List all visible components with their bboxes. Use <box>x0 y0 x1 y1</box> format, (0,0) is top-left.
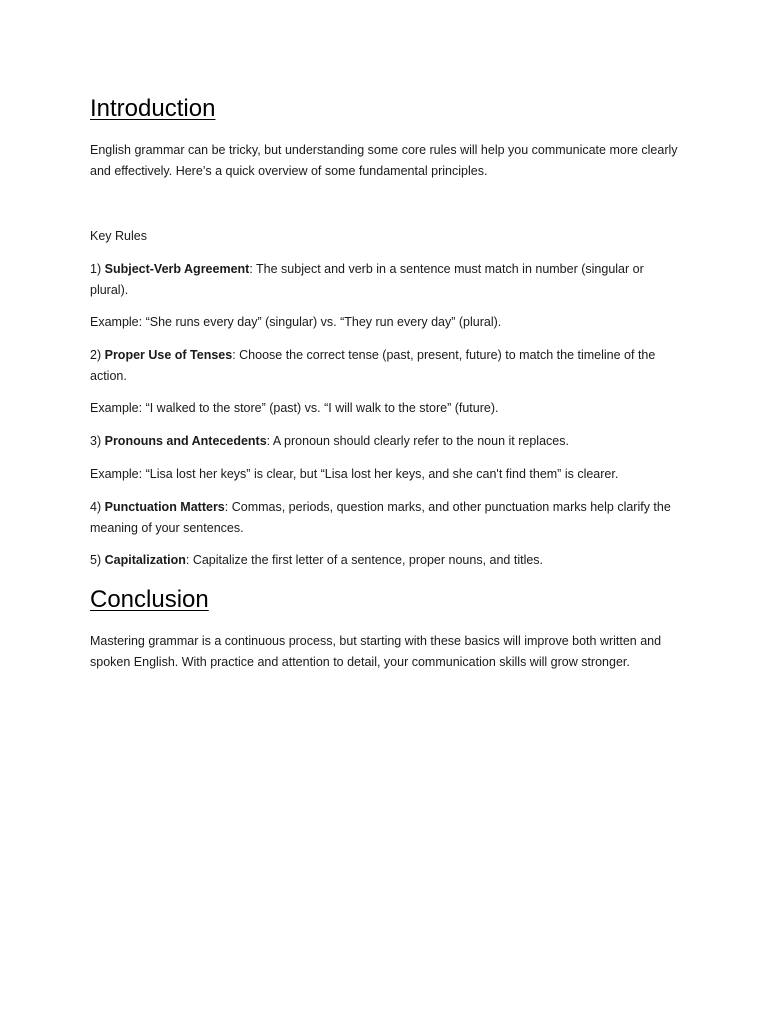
rule-2-text: : Choose the correct tense (past, present, future) to match the timeline of the action. <box>90 348 656 383</box>
rule-3 <box>90 431 682 452</box>
rule-5 <box>90 550 682 571</box>
rule-1-example: Example: “She runs every day” (singular) vs. “They run every day” (plural). <box>90 315 502 329</box>
rule-2-term: Proper Use of Tenses <box>104 348 233 362</box>
rule-3-term: Pronouns and Antecedents <box>104 434 267 448</box>
key-rules-label: Key Rules <box>90 229 147 243</box>
rule-1-text: : The subject and verb in a sentence must match in number (singular or plural). <box>90 262 644 297</box>
rule-1 <box>90 259 682 300</box>
rule-2 <box>90 345 682 386</box>
rule-1-term: Subject-Verb Agreement <box>104 262 250 276</box>
conclusion-heading: Conclusion <box>90 586 209 613</box>
rule-3-text: : A pronoun should clearly refer to the noun it replaces. <box>266 434 569 448</box>
rule-5-term: Capitalization <box>104 553 186 567</box>
rule-2-number: 2) <box>90 348 102 362</box>
rule-4 <box>90 497 682 538</box>
rule-5-number: 5) <box>90 553 102 567</box>
rule-3-example: Example: “Lisa lost her keys” is clear, but “Lisa lost her keys, and she can't find them” is clearer. <box>90 467 619 481</box>
rule-3-number: 3) <box>90 434 102 448</box>
rule-1-number: 1) <box>90 262 102 276</box>
rule-4-text: : Commas, periods, question marks, and other punctuation marks help clarify the meaning of your sentences. <box>90 500 671 535</box>
introduction-heading: Introduction <box>90 95 216 122</box>
rule-5-text: : Capitalize the first letter of a sentence, proper nouns, and titles. <box>185 553 544 567</box>
rule-4-term: Punctuation Matters <box>104 500 225 514</box>
rule-2-example: Example: “I walked to the store” (past) vs. “I will walk to the store” (future). <box>90 401 499 415</box>
conclusion-paragraph: Mastering grammar is a continuous process, but starting with these basics will improve both written and spoken English. With practice and attention to detail, your communication skills will grow stronger. <box>90 634 662 669</box>
introduction-paragraph: English grammar can be tricky, but understanding some core rules will help you communicate more clearly and effectively. Here’s a quick overview of some fundamental principles. <box>90 143 678 178</box>
rule-4-number: 4) <box>90 500 102 514</box>
